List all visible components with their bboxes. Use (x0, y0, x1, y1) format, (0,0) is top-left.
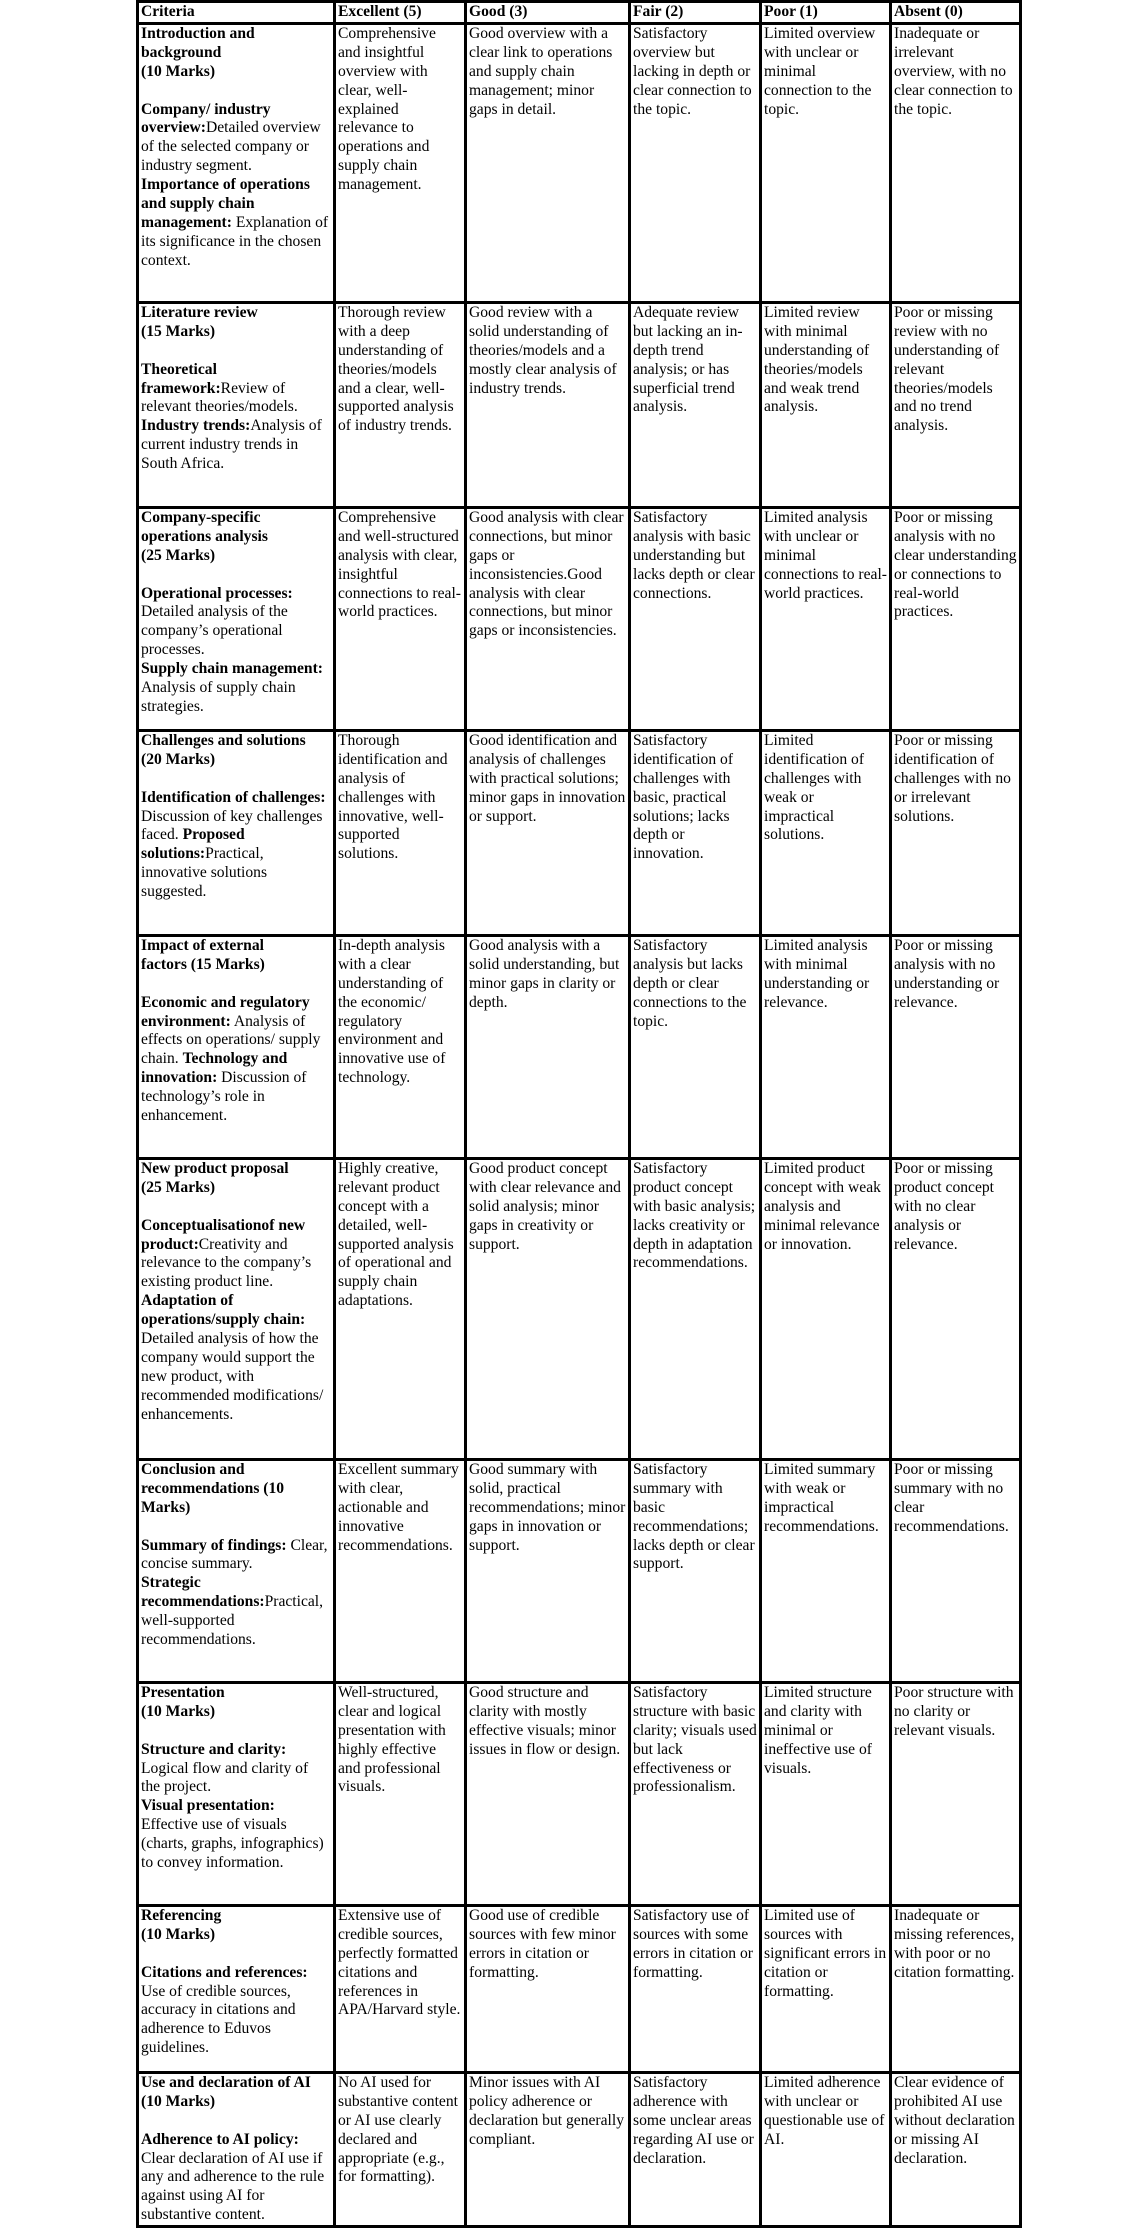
subsection-label: Adherence to AI policy: (141, 2130, 299, 2148)
criteria-cell (138, 507, 335, 730)
criteria-title-line: Challenges and solutions (141, 731, 306, 749)
rating-cell-poor: Limited summary with weak or impractical recommendations. (761, 1459, 891, 1682)
header-poor: Poor (1) (761, 2, 891, 24)
table-row (138, 1459, 1021, 1682)
criteria-title-line: Literature review (141, 303, 258, 321)
criteria-subsection (141, 994, 331, 1126)
subsection-label: Economic and regulatory environment: (141, 993, 310, 1030)
rating-cell-poor: Limited analysis with minimal understanding or relevance. (761, 935, 891, 1158)
criteria-subsection (141, 2131, 331, 2226)
criteria-title-line: recommendations (10 (141, 1479, 285, 1497)
rating-cell-poor: Limited analysis with unclear or minimal connections to real-world practices. (761, 507, 891, 730)
rubric-body (138, 23, 1021, 2226)
rating-cell-excellent: Excellent summary with clear, actionable and innovative recommendations. (335, 1459, 466, 1682)
rating-cell-absent: Poor or missing analysis with no clear understanding or connections to real-world practices. (891, 507, 1021, 730)
criteria-title-line: background (141, 43, 222, 61)
table-row (138, 302, 1021, 507)
criteria-title-line: Impact of external (141, 936, 264, 954)
criteria-cell (138, 1158, 335, 1459)
rating-cell-absent: Poor or missing review with no understanding of relevant theories/models and no trend analysis. (891, 302, 1021, 507)
subsection-text: Discussion of technology’s role in enhancement. (141, 1069, 307, 1125)
rating-cell-poor: Limited overview with unclear or minimal connection to the topic. (761, 23, 891, 302)
criteria-subsection (141, 1741, 331, 1798)
subsection-text: Analysis of current industry trends in South Africa. (141, 417, 322, 473)
rubric-container (136, 0, 1019, 2228)
criteria-cell (138, 1459, 335, 1682)
header-criteria: Criteria (138, 2, 335, 24)
criteria-spacer (141, 566, 331, 585)
header-excellent: Excellent (5) (335, 2, 466, 24)
rating-cell-absent: Poor or missing identification of challenges with no or irrelevant solutions. (891, 730, 1021, 935)
subsection-text: Practical, well-supported recommendations. (141, 1593, 324, 1649)
criteria-subsection (141, 1964, 331, 2059)
subsection-text: Logical flow and clarity of the project. (141, 1759, 309, 1796)
criteria-title-line: New product proposal (141, 1159, 289, 1177)
criteria-cell (138, 730, 335, 935)
criteria-title-line: (10 Marks) (141, 62, 216, 80)
subsection-label: Strategic recommendations: (141, 1574, 265, 1611)
criteria-subsection (141, 1537, 331, 1575)
criteria-subsection (141, 1797, 331, 1873)
rating-cell-good: Good review with a solid understanding of theories/models and a mostly clear analysis of industry trends. (466, 302, 630, 507)
rating-cell-absent: Poor or missing summary with no clear recommendations. (891, 1459, 1021, 1682)
table-row (138, 2072, 1021, 2226)
subsection-label: Company/ industry overview: (141, 100, 271, 137)
rating-cell-fair: Satisfactory structure with basic clarity; visuals used but lack effectiveness or professionalism. (630, 1682, 761, 1905)
subsection-text: Analysis of supply chain strategies. (141, 679, 296, 715)
subsection-label: Adaptation of operations/supply chain: (141, 1292, 306, 1329)
rating-cell-absent: Poor or missing analysis with no understanding or relevance. (891, 935, 1021, 1158)
criteria-title-line: Referencing (141, 1906, 222, 1924)
table-row (138, 935, 1021, 1158)
rating-cell-good: Good identification and analysis of challenges with practical solutions; minor gaps in innovation or support. (466, 730, 630, 935)
rating-cell-poor: Limited review with minimal understanding of theories/models and weak trend analysis. (761, 302, 891, 507)
criteria-subsection (141, 1292, 331, 1424)
rating-cell-excellent: Comprehensive and insightful overview with clear, well-explained relevance to operations and supply chain management. (335, 23, 466, 302)
rating-cell-fair: Satisfactory analysis with basic understanding but lacks depth or clear connections. (630, 507, 761, 730)
criteria-title-line: factors (15 Marks) (141, 955, 265, 973)
criteria-subsection (141, 101, 331, 177)
criteria-cell (138, 1905, 335, 2072)
criteria-title-line: (15 Marks) (141, 322, 216, 340)
subsection-label: Importance of operations and supply chain management: (141, 176, 310, 231)
criteria-title-line: (10 Marks) (141, 1702, 216, 1720)
criteria-spacer (141, 82, 331, 101)
rating-cell-good: Good analysis with a solid understanding, but minor gaps in clarity or depth. (466, 935, 630, 1158)
rating-cell-absent: Inadequate or irrelevant overview, with no clear connection to the topic. (891, 23, 1021, 302)
subsection-label: Visual presentation: (141, 1797, 275, 1815)
table-row (138, 1905, 1021, 2072)
rating-cell-excellent: Thorough identification and analysis of challenges with innovative, well-supported solutions. (335, 730, 466, 935)
rating-cell-fair: Satisfactory overview but lacking in depth or clear connection to the topic. (630, 23, 761, 302)
subsection-label: Summary of findings: (141, 1536, 287, 1554)
criteria-subsection (141, 176, 331, 271)
table-row (138, 1682, 1021, 1905)
subsection-label: Operational processes: (141, 584, 293, 602)
table-row (138, 730, 1021, 935)
rating-cell-fair: Satisfactory use of sources with some errors in citation or formatting. (630, 1905, 761, 2072)
subsection-label: Supply chain management: (141, 660, 323, 678)
subsection-text: Detailed overview of the selected company or industry segment. (141, 119, 321, 175)
criteria-spacer (141, 2112, 331, 2131)
subsection-label: Identification of challenges: (141, 788, 326, 806)
rating-cell-poor: Limited use of sources with significant errors in citation or formatting. (761, 1905, 891, 2072)
criteria-cell (138, 302, 335, 507)
rating-cell-excellent: Well-structured, clear and logical presentation with highly effective and professional visuals. (335, 1682, 466, 1905)
subsection-label: Theoretical framework: (141, 360, 221, 397)
subsection-text: Clear declaration of AI use if any and adherence to the rule against using AI for substantive content. (141, 2149, 325, 2224)
rating-cell-absent: Inadequate or missing references, with poor or no citation formatting. (891, 1905, 1021, 2072)
rating-cell-fair: Satisfactory product concept with basic analysis; lacks creativity or depth in adaptation recommendations. (630, 1158, 761, 1459)
header-good: Good (3) (466, 2, 630, 24)
criteria-subsection (141, 361, 331, 474)
criteria-title-line: Presentation (141, 1683, 225, 1701)
subsection-label: Citations and references: (141, 1963, 308, 1981)
subsection-text: Review of relevant theories/models. (141, 379, 298, 416)
rating-cell-absent: Clear evidence of prohibited AI use without declaration or missing AI declaration. (891, 2072, 1021, 2226)
criteria-title-line: (10 Marks) (141, 1925, 216, 1943)
subsection-text: Effective use of visuals (charts, graphs, infographics) to convey information. (141, 1816, 324, 1872)
header-row (138, 2, 1021, 24)
criteria-title-line: Use and declaration of AI (141, 2073, 311, 2091)
criteria-subsection (141, 660, 331, 717)
rating-cell-fair: Satisfactory adherence with some unclear areas regarding AI use or declaration. (630, 2072, 761, 2226)
criteria-title-line: Marks) (141, 1498, 191, 1516)
rating-cell-good: Good structure and clarity with mostly effective visuals; minor issues in flow or design. (466, 1682, 630, 1905)
criteria-spacer (141, 1945, 331, 1964)
criteria-subsection (141, 1574, 331, 1650)
subsection-label: Structure and clarity: (141, 1740, 287, 1758)
criteria-subsection (141, 1217, 331, 1293)
rating-cell-poor: Limited product concept with weak analysis and minimal relevance or innovation. (761, 1158, 891, 1459)
rating-cell-good: Minor issues with AI policy adherence or declaration but generally compliant. (466, 2072, 630, 2226)
rating-cell-poor: Limited structure and clarity with minimal or ineffective use of visuals. (761, 1682, 891, 1905)
criteria-spacer (141, 770, 331, 789)
rating-cell-fair: Satisfactory summary with basic recommendations; lacks depth or clear support. (630, 1459, 761, 1682)
criteria-title-line: (10 Marks) (141, 2092, 216, 2110)
rating-cell-good: Good overview with a clear link to operations and supply chain management; minor gaps in detail. (466, 23, 630, 302)
subsection-label: Conceptualisationof new product: (141, 1216, 306, 1253)
criteria-title-line: Introduction and (141, 24, 255, 42)
criteria-spacer (141, 342, 331, 361)
subsection-text: Use of credible sources, accuracy in citations and adherence to Eduvos guidelines. (141, 1982, 296, 2057)
rating-cell-good: Good summary with solid, practical recommendations; minor gaps in innovation or support. (466, 1459, 630, 1682)
rating-cell-excellent: Thorough review with a deep understanding of theories/models and a clear, well-supported analysis of industry trends. (335, 302, 466, 507)
subsection-text: Discussion of key challenges faced. (141, 807, 323, 844)
rating-cell-excellent: In-depth analysis with a clear understanding of the economic/ regulatory environment and innovative use of technology. (335, 935, 466, 1158)
criteria-spacer (141, 1518, 331, 1537)
subsection-label: Proposed solutions: (141, 826, 245, 863)
rating-cell-poor: Limited identification of challenges with weak or impractical solutions. (761, 730, 891, 935)
criteria-cell (138, 1682, 335, 1905)
rating-cell-excellent: Highly creative, relevant product concept with a detailed, well-supported analysis of operational and supply chain adaptations. (335, 1158, 466, 1459)
rating-cell-poor: Limited adherence with unclear or questionable use of AI. (761, 2072, 891, 2226)
header-fair: Fair (2) (630, 2, 761, 24)
subsection-text: Detailed analysis of how the company would support the new product, with recommended modifications/ enhancements. (141, 1330, 324, 1423)
criteria-title-line: (20 Marks) (141, 750, 216, 768)
criteria-cell (138, 935, 335, 1158)
criteria-spacer (141, 1198, 331, 1217)
subsection-label: Industry trends: (141, 417, 251, 435)
header-absent: Absent (0) (891, 2, 1021, 24)
criteria-subsection (141, 585, 331, 661)
subsection-text: Practical, innovative solutions suggested. (141, 845, 268, 901)
subsection-text: Explanation of its significance in the chosen context. (141, 213, 329, 269)
rating-cell-fair: Satisfactory analysis but lacks depth or clear connections to the topic. (630, 935, 761, 1158)
rating-cell-good: Good analysis with clear connections, but minor gaps or inconsistencies.Good analysis with clear connections, but minor gaps or inconsistencies. (466, 507, 630, 730)
table-row (138, 23, 1021, 302)
table-row (138, 507, 1021, 730)
rating-cell-absent: Poor structure with no clarity or relevant visuals. (891, 1682, 1021, 1905)
subsection-label: Technology and innovation: (141, 1050, 288, 1087)
rubric-table (136, 0, 1022, 2228)
criteria-title-line: (25 Marks) (141, 546, 216, 564)
subsection-text: Detailed analysis of the company’s operational processes. (141, 603, 288, 659)
criteria-title-line: operations analysis (141, 527, 268, 545)
subsection-text: Analysis of effects on operations/ supply chain. (141, 1012, 321, 1068)
subsection-text: Clear, concise summary. (141, 1536, 328, 1573)
rating-cell-fair: Satisfactory identification of challenges with basic, practical solutions; lacks depth or innovation. (630, 730, 761, 935)
criteria-title-line: Conclusion and (141, 1460, 245, 1478)
subsection-text: Creativity and relevance to the company’s existing product line. (141, 1235, 312, 1291)
criteria-subsection (141, 789, 331, 902)
rating-cell-absent: Poor or missing product concept with no clear analysis or relevance. (891, 1158, 1021, 1459)
criteria-cell (138, 23, 335, 302)
criteria-cell (138, 2072, 335, 2226)
rating-cell-excellent: Extensive use of credible sources, perfectly formatted citations and references in APA/Harvard style. (335, 1905, 466, 2072)
rating-cell-fair: Adequate review but lacking an in-depth trend analysis; or has superficial trend analysis. (630, 302, 761, 507)
criteria-spacer (141, 1722, 331, 1741)
rating-cell-excellent: Comprehensive and well-structured analysis with clear, insightful connections to real-world practices. (335, 507, 466, 730)
table-row (138, 1158, 1021, 1459)
criteria-title-line: Company-specific (141, 508, 261, 526)
rating-cell-good: Good product concept with clear relevance and solid analysis; minor gaps in creativity or support. (466, 1158, 630, 1459)
rating-cell-good: Good use of credible sources with few minor errors in citation or formatting. (466, 1905, 630, 2072)
criteria-spacer (141, 975, 331, 994)
criteria-title-line: (25 Marks) (141, 1178, 216, 1196)
rating-cell-excellent: No AI used for substantive content or AI use clearly declared and appropriate (e.g., for formatting). (335, 2072, 466, 2226)
